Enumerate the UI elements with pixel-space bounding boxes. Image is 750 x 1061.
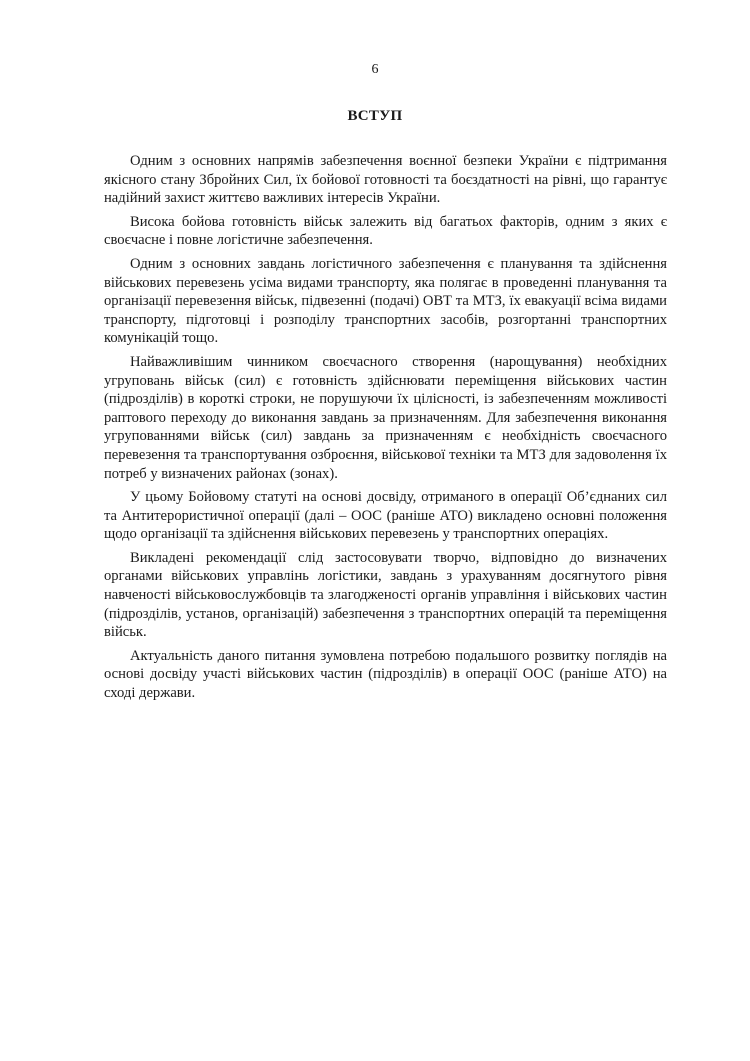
page-title: ВСТУП: [347, 108, 403, 124]
paragraph: Одним з основних напрямів забезпечення воєнної безпеки України є підтримання якісного стану Збройних Сил, їх бойової готовності та боєздатності на рівні, що гарантує надійний захист життєво важливих інтересів України.: [104, 153, 667, 207]
paragraph: Найважливішим чинником своєчасного створення (нарощування) необхідних угруповань військ (сил) є готовність здійснювати переміщення військових частин (підрозділів) в короткі строки, не порушуючи їх цілісності, із забезпеченням можливості раптового переходу до виконання завдань за призначенням. Для забезпечення виконання угрупованнями військ (сил) завдань за призначенням є необхідність своєчасного перевезення та транспортування озброєння, військової техніки та МТЗ для задоволення їх потреб у визначених районах (зонах).: [104, 353, 667, 482]
document-body: [104, 152, 667, 708]
paragraph: Викладені рекомендації слід застосовувати творчо, відповідно до визначених органами військових управлінь логістики, завдань з урахуванням досягнутого рівня навченості військовослужбовців та злагодженості органів управління і військових частин (підрозділів, установ, організацій) забезпечення з транспортних операцій та переміщення військ.: [104, 549, 667, 641]
paragraph: У цьому Бойовому статуті на основі досвіду, отриманого в операції Об’єднаних сил та Антитерористичної операції (далі – ООС (раніше АТО) викладено основні положення щодо організації та здійснення військових перевезень у транспортних операціях.: [104, 489, 667, 543]
paragraph: Висока бойова готовність військ залежить від багатьох факторів, одним з яких є своєчасне і повне логістичне забезпечення.: [104, 213, 667, 249]
paragraph: Актуальність даного питання зумовлена потребою подальшого розвитку поглядів на основі досвіду участі військових частин (підрозділів) в операції ООС (раніше АТО) на сході держави.: [104, 647, 667, 702]
page-number: 6: [371, 62, 379, 77]
paragraph: Одним з основних завдань логістичного забезпечення є планування та здійснення військових перевезень усіма видами транспорту, яка полягає в проведенні планування та організації перевезення військ, підвезенні (подачі) ОВТ та МТЗ, їх евакуації всіма видами транспорту, підготовці і розподілу транспортних засобів, розгортанні транспортних комунікацій тощо.: [104, 255, 667, 347]
